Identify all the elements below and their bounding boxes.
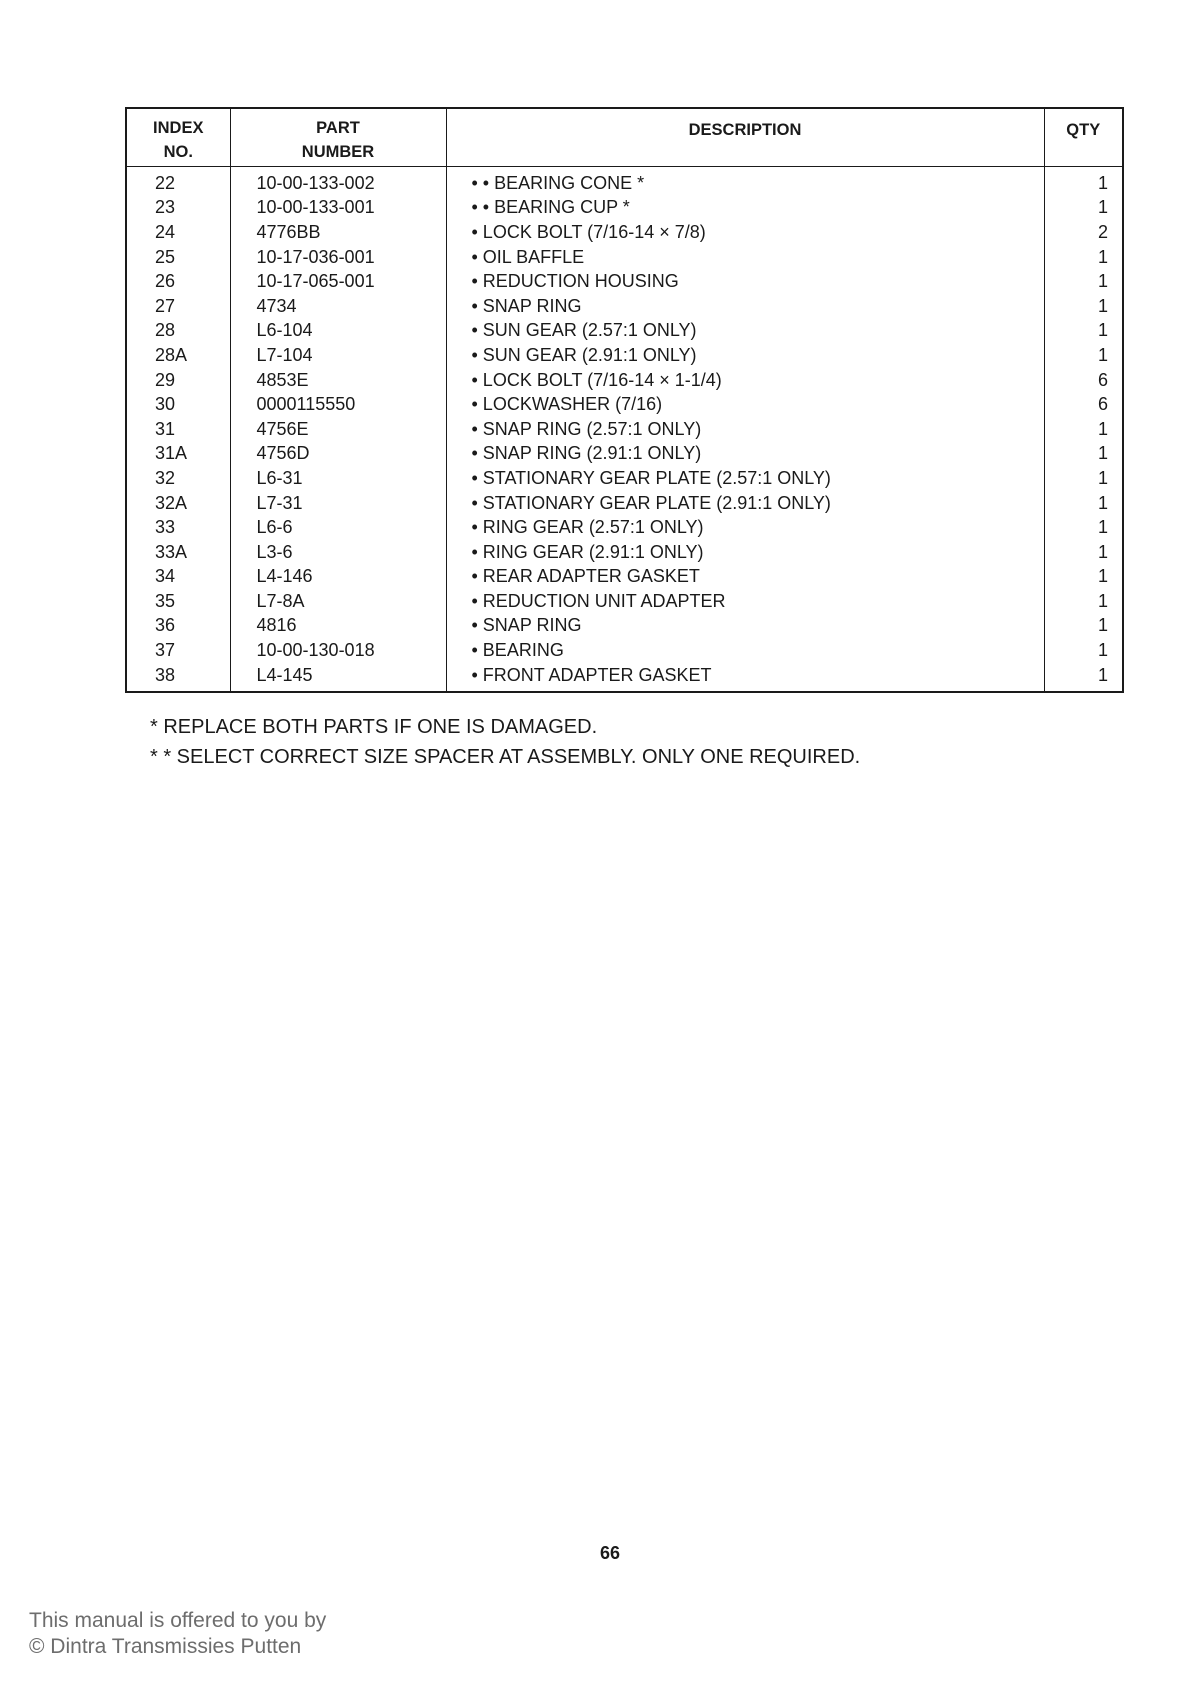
footnotes (150, 712, 860, 772)
index-no-cell: 23 (126, 195, 230, 220)
part-number-cell: 4816 (230, 613, 446, 638)
description-cell: • STATIONARY GEAR PLATE (2.91:1 ONLY) (446, 490, 1044, 515)
qty-cell: 6 (1044, 367, 1123, 392)
qty-cell: 1 (1044, 515, 1123, 540)
qty-cell: 1 (1044, 589, 1123, 614)
description-cell: • STATIONARY GEAR PLATE (2.57:1 ONLY) (446, 466, 1044, 491)
part-number-cell: L4-146 (230, 564, 446, 589)
part-number-cell: L7-8A (230, 589, 446, 614)
table-row (126, 662, 1123, 692)
qty-cell: 1 (1044, 293, 1123, 318)
description-cell: • SNAP RING (2.57:1 ONLY) (446, 416, 1044, 441)
qty-header: QTY (1044, 108, 1123, 166)
part-number-cell: L7-104 (230, 343, 446, 368)
index-no-cell: 30 (126, 392, 230, 417)
description-cell: • SUN GEAR (2.57:1 ONLY) (446, 318, 1044, 343)
index-no-cell: 28 (126, 318, 230, 343)
index-no-cell: 29 (126, 367, 230, 392)
page-number: 66 (600, 1543, 621, 1563)
qty-cell: 1 (1044, 613, 1123, 638)
qty-cell: 1 (1044, 343, 1123, 368)
table-row (126, 343, 1123, 368)
index-no-cell: 38 (126, 662, 230, 692)
description-cell: • BEARING (446, 638, 1044, 663)
qty-cell: 1 (1044, 662, 1123, 692)
qty-cell: 2 (1044, 220, 1123, 245)
part-number-cell: 4756E (230, 416, 446, 441)
description-cell: • RING GEAR (2.57:1 ONLY) (446, 515, 1044, 540)
table-row (126, 589, 1123, 614)
description-cell: • REDUCTION HOUSING (446, 269, 1044, 294)
index-no-header-label: INDEX NO. (153, 119, 204, 161)
index-no-header (126, 108, 230, 166)
part-number-cell: L6-104 (230, 318, 446, 343)
table-row (126, 416, 1123, 441)
description-cell: • RING GEAR (2.91:1 ONLY) (446, 539, 1044, 564)
index-no-cell: 26 (126, 269, 230, 294)
qty-cell: 1 (1044, 244, 1123, 269)
index-no-cell: 35 (126, 589, 230, 614)
qty-cell: 1 (1044, 195, 1123, 220)
table-row (126, 166, 1123, 195)
qty-cell: 1 (1044, 466, 1123, 491)
qty-cell: 1 (1044, 564, 1123, 589)
index-no-cell: 24 (126, 220, 230, 245)
index-no-cell: 34 (126, 564, 230, 589)
footnote-select-spacer: * * SELECT CORRECT SIZE SPACER AT ASSEMBLY. ONLY ONE REQUIRED. (150, 746, 861, 768)
description-cell: • REAR ADAPTER GASKET (446, 564, 1044, 589)
part-number-header-label: PART NUMBER (301, 119, 375, 161)
qty-cell: 1 (1044, 269, 1123, 294)
part-number-cell: 0000115550 (230, 392, 446, 417)
part-number-cell: 4853E (230, 367, 446, 392)
table-row (126, 244, 1123, 269)
qty-cell: 1 (1044, 539, 1123, 564)
qty-cell: 1 (1044, 318, 1123, 343)
table-row (126, 318, 1123, 343)
description-cell: • SNAP RING (446, 613, 1044, 638)
footnote-replace-both: * REPLACE BOTH PARTS IF ONE IS DAMAGED. (150, 716, 598, 738)
table-row (126, 564, 1123, 589)
footer-line-2: © Dintra Transmissies Putten (29, 1635, 302, 1658)
part-number-cell: 10-17-036-001 (230, 244, 446, 269)
part-number-cell: 10-00-130-018 (230, 638, 446, 663)
part-number-cell: 4776BB (230, 220, 446, 245)
qty-cell: 6 (1044, 392, 1123, 417)
part-number-cell: 10-00-133-002 (230, 166, 446, 195)
table-row (126, 269, 1123, 294)
description-cell: • LOCK BOLT (7/16-14 × 7/8) (446, 220, 1044, 245)
qty-cell: 1 (1044, 416, 1123, 441)
description-cell: • FRONT ADAPTER GASKET (446, 662, 1044, 692)
footer-line-1: This manual is offered to you by (29, 1609, 327, 1632)
description-cell: • SNAP RING (2.91:1 ONLY) (446, 441, 1044, 466)
table-row (126, 638, 1123, 663)
part-number-header (230, 108, 446, 166)
description-cell: • SUN GEAR (2.91:1 ONLY) (446, 343, 1044, 368)
index-no-cell: 31A (126, 441, 230, 466)
description-cell: • • BEARING CONE * (446, 166, 1044, 195)
table-row (126, 490, 1123, 515)
part-number-cell: 10-00-133-001 (230, 195, 446, 220)
part-number-cell: L7-31 (230, 490, 446, 515)
table-row (126, 515, 1123, 540)
qty-cell: 1 (1044, 441, 1123, 466)
table-header-row (126, 108, 1123, 166)
index-no-cell: 31 (126, 416, 230, 441)
table-row (126, 367, 1123, 392)
table-row (126, 220, 1123, 245)
description-header: DESCRIPTION (446, 108, 1044, 166)
part-number-cell: L4-145 (230, 662, 446, 692)
table-row (126, 613, 1123, 638)
index-no-cell: 25 (126, 244, 230, 269)
index-no-cell: 28A (126, 343, 230, 368)
description-cell: • SNAP RING (446, 293, 1044, 318)
index-no-cell: 22 (126, 166, 230, 195)
part-number-cell: 4756D (230, 441, 446, 466)
table-row (126, 392, 1123, 417)
table-row (126, 539, 1123, 564)
index-no-cell: 32A (126, 490, 230, 515)
index-no-cell: 32 (126, 466, 230, 491)
parts-table-body (126, 166, 1123, 692)
footer-credit (29, 1608, 326, 1660)
qty-cell: 1 (1044, 490, 1123, 515)
table-row (126, 441, 1123, 466)
table-row (126, 195, 1123, 220)
index-no-cell: 27 (126, 293, 230, 318)
parts-list-table (125, 107, 1124, 693)
qty-cell: 1 (1044, 638, 1123, 663)
index-no-cell: 36 (126, 613, 230, 638)
part-number-cell: 4734 (230, 293, 446, 318)
part-number-cell: 10-17-065-001 (230, 269, 446, 294)
description-cell: • LOCKWASHER (7/16) (446, 392, 1044, 417)
index-no-cell: 33A (126, 539, 230, 564)
index-no-cell: 33 (126, 515, 230, 540)
qty-cell: 1 (1044, 166, 1123, 195)
index-no-cell: 37 (126, 638, 230, 663)
description-cell: • OIL BAFFLE (446, 244, 1044, 269)
part-number-cell: L6-6 (230, 515, 446, 540)
description-cell: • REDUCTION UNIT ADAPTER (446, 589, 1044, 614)
table-row (126, 293, 1123, 318)
part-number-cell: L6-31 (230, 466, 446, 491)
description-cell: • LOCK BOLT (7/16-14 × 1-1/4) (446, 367, 1044, 392)
table-row (126, 466, 1123, 491)
description-cell: • • BEARING CUP * (446, 195, 1044, 220)
part-number-cell: L3-6 (230, 539, 446, 564)
